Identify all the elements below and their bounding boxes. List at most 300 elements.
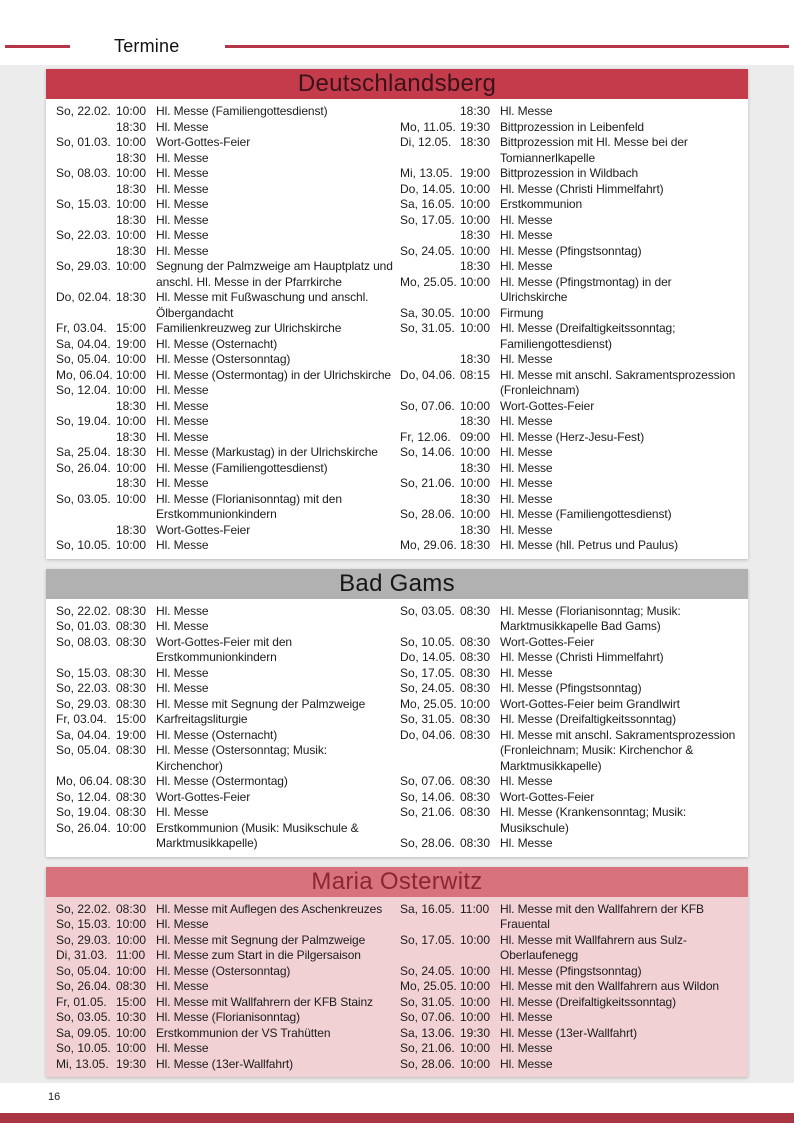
time-cell: 18:30	[116, 212, 147, 227]
time-cell: 10:30	[116, 1010, 147, 1024]
schedule-row	[400, 836, 738, 852]
date-cell: So, 14.06.	[400, 789, 455, 804]
time-cell: 18:30	[460, 259, 491, 273]
date-cell: So, 26.04.	[56, 979, 111, 993]
time-cell: 10:00	[460, 1010, 491, 1024]
event-cell: Hl. Messe	[156, 805, 209, 819]
schedule-row	[56, 1026, 394, 1042]
schedule-row	[56, 151, 394, 167]
event-cell: Hl. Messe (Krankensonntag; Musik: Musikschule)	[500, 805, 687, 835]
event-cell: Hl. Messe (hll. Petrus und Paulus)	[500, 538, 679, 552]
event-cell: Erstkommunion	[500, 197, 583, 211]
event-cell: Hl. Messe	[500, 836, 553, 850]
date-cell: Mi, 13.05.	[400, 166, 453, 180]
time-cell: 10:00	[116, 352, 147, 366]
time-cell: 08:30	[460, 805, 491, 819]
event-cell: Hl. Messe	[156, 150, 209, 165]
time-cell: 18:30	[116, 181, 147, 196]
schedule-row	[56, 461, 394, 477]
schedule-row	[400, 476, 738, 492]
event-cell: Hl. Messe mit Segnung der Palmzweige	[156, 932, 366, 947]
schedule-row	[56, 979, 394, 995]
time-cell: 10:00	[116, 383, 147, 397]
schedule-row	[56, 728, 394, 744]
schedule-row	[400, 805, 738, 836]
event-cell: Hl. Messe	[156, 119, 209, 134]
date-cell: Mo, 25.05.	[400, 696, 457, 711]
time-cell: 18:30	[460, 460, 491, 475]
event-cell: Bittprozession in Leibenfeld	[500, 119, 644, 134]
section-header-bad-gams: Bad Gams	[46, 569, 748, 599]
schedule-row	[56, 1041, 394, 1057]
time-cell: 10:00	[460, 445, 491, 459]
schedule-row	[56, 414, 394, 430]
schedule-row	[56, 964, 394, 980]
schedule-row	[56, 917, 394, 933]
time-cell: 18:30	[116, 290, 147, 304]
time-cell: 08:30	[116, 665, 147, 680]
date-cell: So, 15.03.	[56, 917, 111, 931]
event-cell: Hl. Messe	[500, 491, 553, 506]
time-cell: 08:30	[116, 696, 147, 711]
schedule-row	[56, 213, 394, 229]
event-cell: Firmung	[500, 305, 544, 320]
schedule-row	[56, 523, 394, 539]
date-cell: Fr, 12.06.	[400, 429, 451, 444]
bottom-bar	[0, 1113, 794, 1123]
date-cell: So, 15.03.	[56, 665, 111, 680]
event-cell: Hl. Messe	[156, 383, 209, 397]
date-cell: Mo, 06.04.	[56, 367, 113, 382]
time-cell: 08:30	[460, 665, 491, 680]
schedule-row	[56, 995, 394, 1011]
header-rule-left	[5, 45, 70, 48]
schedule-row	[56, 228, 394, 244]
date-cell: So, 31.05.	[400, 712, 455, 726]
schedule-row	[400, 166, 738, 182]
date-cell: Sa, 13.06.	[400, 1025, 455, 1040]
schedule-row	[56, 383, 394, 399]
time-cell: 10:00	[460, 212, 491, 227]
event-cell: Hl. Messe	[500, 352, 553, 366]
event-cell: Hl. Messe (Pfingstsonntag)	[500, 963, 642, 978]
section-maria-osterwitz	[46, 867, 748, 1078]
time-cell: 10:00	[460, 398, 491, 413]
schedule-row	[56, 476, 394, 492]
date-cell: Fr, 03.04.	[56, 321, 107, 335]
date-cell: Sa, 25.04.	[56, 445, 111, 459]
schedule-row	[400, 120, 738, 136]
event-cell: Hl. Messe	[156, 398, 209, 413]
date-cell: So, 26.04.	[56, 460, 111, 475]
date-cell: So, 14.06.	[400, 445, 455, 459]
date-cell: Mi, 13.05.	[56, 1056, 109, 1071]
schedule-row	[56, 697, 394, 713]
time-cell: 08:30	[460, 789, 491, 804]
date-cell: So, 31.05.	[400, 994, 455, 1009]
event-cell: Bittprozession in Wildbach	[500, 166, 639, 180]
event-cell: Erstkommunion der VS Trahütten	[156, 1025, 331, 1040]
schedule-column-1	[56, 104, 394, 554]
time-cell: 11:00	[460, 901, 490, 916]
date-cell: Mo, 11.05.	[400, 119, 456, 134]
schedule-row	[56, 182, 394, 198]
time-cell: 11:00	[116, 948, 146, 962]
event-cell: Hl. Messe mit Auflegen des Aschenkreuzes	[156, 901, 383, 916]
event-cell: Hl. Messe (13er-Wallfahrt)	[156, 1056, 293, 1071]
schedule-row	[56, 321, 394, 337]
time-cell: 15:00	[116, 994, 147, 1009]
time-cell: 19:00	[116, 727, 147, 742]
date-cell: So, 21.06.	[400, 805, 455, 819]
schedule-row	[400, 492, 738, 508]
date-cell: So, 07.06.	[400, 1010, 455, 1024]
event-cell: Hl. Messe (Pfingstsonntag)	[500, 681, 642, 695]
schedule-row	[400, 228, 738, 244]
schedule-row	[400, 414, 738, 430]
event-cell: Hl. Messe	[500, 1041, 553, 1055]
page-footer	[0, 1083, 794, 1103]
time-cell: 08:30	[460, 712, 491, 726]
time-cell: 19:00	[116, 336, 147, 351]
time-cell: 10:00	[116, 1025, 147, 1040]
date-cell: So, 12.04.	[56, 383, 111, 397]
schedule-row	[56, 445, 394, 461]
date-cell: So, 03.05.	[56, 491, 111, 506]
time-cell: 15:00	[116, 712, 147, 726]
event-cell: Hl. Messe	[500, 665, 553, 680]
schedule-row	[400, 995, 738, 1011]
time-cell: 08:30	[116, 789, 147, 804]
schedule-row	[56, 948, 394, 964]
schedule-column-1	[56, 604, 394, 852]
event-cell: Hl. Messe (Osternacht)	[156, 336, 278, 351]
time-cell: 08:30	[116, 603, 147, 618]
time-cell: 18:30	[116, 119, 147, 134]
section-header-maria-osterwitz: Maria Osterwitz	[46, 867, 748, 897]
schedule-row	[400, 197, 738, 213]
date-cell: So, 03.05.	[56, 1010, 111, 1024]
date-cell: So, 17.05.	[400, 212, 455, 227]
date-cell: So, 31.05.	[400, 321, 455, 335]
date-cell: So, 10.05.	[56, 1041, 111, 1055]
section-body	[46, 99, 748, 559]
event-cell: Hl. Messe	[500, 228, 553, 242]
time-cell: 10:00	[460, 181, 491, 196]
time-cell: 08:30	[116, 681, 147, 695]
event-cell: Wort-Gottes-Feier	[156, 789, 251, 804]
event-cell: Hl. Messe mit Segnung der Palmzweige	[156, 696, 366, 711]
time-cell: 18:30	[460, 104, 491, 118]
time-cell: 10:00	[460, 507, 491, 521]
event-cell: Hl. Messe	[500, 522, 553, 537]
date-cell: Sa, 09.05.	[56, 1025, 111, 1040]
time-cell: 10:00	[460, 243, 491, 258]
schedule-row	[400, 1041, 738, 1057]
event-cell: Wort-Gottes-Feier	[500, 789, 595, 804]
time-cell: 18:30	[116, 398, 147, 413]
date-cell: Do, 04.06.	[400, 727, 456, 742]
date-cell: So, 26.04.	[56, 820, 111, 835]
schedule-row	[56, 104, 394, 120]
time-cell: 18:30	[116, 150, 147, 165]
schedule-row	[56, 619, 394, 635]
time-cell: 10:00	[460, 1041, 491, 1055]
date-cell: So, 17.05.	[400, 932, 455, 947]
time-cell: 08:30	[460, 836, 491, 850]
date-cell: So, 08.03.	[56, 634, 111, 649]
time-cell: 18:30	[116, 243, 147, 258]
event-cell: Hl. Messe (Dreifaltigkeitssonntag)	[500, 712, 676, 726]
date-cell: Di, 31.03.	[56, 948, 108, 962]
time-cell: 10:00	[116, 197, 147, 211]
time-cell: 10:00	[116, 963, 147, 978]
event-cell: Hl. Messe	[156, 538, 209, 552]
date-cell: So, 21.06.	[400, 1041, 455, 1055]
schedule-column-1	[56, 902, 394, 1073]
time-cell: 18:30	[460, 522, 491, 537]
event-cell: Hl. Messe mit den Wallfahrern aus Wildon	[500, 979, 719, 993]
schedule-row	[56, 1057, 394, 1073]
schedule-row	[400, 790, 738, 806]
time-cell: 10:00	[116, 367, 147, 382]
event-cell: Hl. Messe	[500, 259, 553, 273]
event-cell: Hl. Messe (Pfingstmontag) in der Ulrichskirche	[500, 274, 672, 304]
schedule-row	[400, 461, 738, 477]
date-cell: So, 22.02.	[56, 104, 111, 118]
schedule-column-2	[400, 104, 738, 554]
date-cell: So, 01.03.	[56, 619, 111, 633]
date-cell: So, 22.03.	[56, 228, 111, 242]
event-cell: Hl. Messe	[156, 665, 209, 680]
time-cell: 10:00	[460, 932, 491, 947]
event-cell: Hl. Messe (Christi Himmelfahrt)	[500, 650, 664, 664]
time-cell: 08:30	[460, 603, 491, 618]
time-cell: 08:30	[116, 743, 147, 757]
time-cell: 18:30	[116, 476, 147, 490]
event-cell: Hl. Messe	[156, 181, 209, 196]
schedule-row	[56, 538, 394, 554]
event-cell: Hl. Messe	[156, 414, 209, 428]
schedule-row	[400, 368, 738, 399]
time-cell: 08:30	[116, 634, 147, 649]
schedule-row	[400, 774, 738, 790]
date-cell: So, 17.05.	[400, 665, 455, 680]
time-cell: 08:30	[116, 979, 147, 993]
time-cell: 10:00	[116, 932, 147, 947]
event-cell: Hl. Messe mit Wallfahrern aus Sulz-Oberlaufenegg	[500, 932, 687, 962]
date-cell: Do, 02.04.	[56, 290, 112, 304]
event-cell: Hl. Messe	[156, 917, 209, 931]
time-cell: 10:00	[460, 979, 491, 993]
date-cell: Do, 14.05.	[400, 181, 456, 196]
time-cell: 08:30	[460, 774, 491, 788]
schedule-row	[400, 666, 738, 682]
event-cell: Hl. Messe (Florianisonntag)	[156, 1010, 301, 1024]
time-cell: 08:30	[116, 805, 147, 819]
event-cell: Hl. Messe	[500, 445, 553, 459]
schedule-row	[56, 120, 394, 136]
time-cell: 10:00	[116, 491, 147, 506]
schedule-row	[56, 933, 394, 949]
event-cell: Hl. Messe (13er-Wallfahrt)	[500, 1025, 637, 1040]
event-cell: Hl. Messe	[156, 197, 209, 211]
date-cell: So, 05.04.	[56, 352, 111, 366]
event-cell: Hl. Messe	[500, 1056, 553, 1071]
section-body	[46, 599, 748, 857]
schedule-row	[56, 259, 394, 290]
time-cell: 10:00	[116, 166, 147, 180]
schedule-row	[56, 492, 394, 523]
section-header-deutschlandsberg: Deutschlandsberg	[46, 69, 748, 99]
event-cell: Hl. Messe (Florianisonntag) mit den Erstkommunionkindern	[156, 491, 342, 521]
date-cell: Sa, 30.05.	[400, 305, 455, 320]
time-cell: 10:00	[116, 414, 147, 428]
event-cell: Hl. Messe	[500, 774, 553, 788]
event-cell: Hl. Messe (Ostermontag)	[156, 774, 288, 788]
page-header	[0, 0, 794, 62]
schedule-row	[56, 430, 394, 446]
page-number: 16	[48, 1091, 61, 1103]
schedule-row	[400, 430, 738, 446]
time-cell: 10:00	[460, 1056, 491, 1071]
event-cell: Hl. Messe	[156, 979, 209, 993]
date-cell: Mo, 06.04.	[56, 774, 113, 788]
event-cell: Hl. Messe	[500, 1010, 553, 1024]
event-cell: Hl. Messe (Familiengottesdienst)	[156, 460, 328, 475]
date-cell: So, 29.03.	[56, 696, 111, 711]
event-cell: Segnung der Palmzweige am Hauptplatz und anschl. Hl. Messe in der Pfarrkirche	[156, 259, 393, 289]
time-cell: 10:00	[460, 696, 491, 711]
date-cell: So, 29.03.	[56, 259, 111, 273]
event-cell: Hl. Messe	[156, 429, 209, 444]
schedule-row	[400, 933, 738, 964]
time-cell: 10:00	[460, 994, 491, 1009]
event-cell: Wort-Gottes-Feier	[156, 522, 251, 537]
event-cell: Hl. Messe	[156, 619, 209, 633]
event-cell: Wort-Gottes-Feier beim Grandlwirt	[500, 696, 680, 711]
event-cell: Hl. Messe (Ostersonntag)	[156, 963, 291, 978]
schedule-row	[56, 604, 394, 620]
time-cell: 08:30	[460, 634, 491, 649]
schedule-row	[56, 666, 394, 682]
page-title: Termine	[114, 35, 180, 56]
date-cell: So, 24.05.	[400, 681, 455, 695]
time-cell: 19:30	[460, 1025, 491, 1040]
schedule-row	[56, 244, 394, 260]
event-cell: Hl. Messe mit Wallfahrern der KFB Stainz	[156, 994, 373, 1009]
schedule-column-2	[400, 902, 738, 1073]
time-cell: 18:30	[460, 228, 491, 242]
event-cell: Hl. Messe (Familiengottesdienst)	[156, 104, 328, 118]
date-cell: So, 21.06.	[400, 476, 455, 490]
event-cell: Erstkommunion (Musik: Musikschule & Marktmusikkapelle)	[156, 820, 359, 850]
schedule-row	[400, 104, 738, 120]
event-cell: Hl. Messe (Ostersonntag)	[156, 352, 291, 366]
date-cell: So, 29.03.	[56, 932, 111, 947]
schedule-row	[400, 538, 738, 554]
date-cell: So, 10.05.	[56, 538, 111, 552]
date-cell: Mo, 29.06.	[400, 538, 457, 552]
time-cell: 18:30	[460, 414, 491, 428]
schedule-row	[56, 166, 394, 182]
time-cell: 10:00	[460, 963, 491, 978]
schedule-row	[400, 507, 738, 523]
schedule-row	[400, 902, 738, 933]
schedule-row	[56, 821, 394, 852]
schedule-row	[56, 197, 394, 213]
time-cell: 10:00	[116, 104, 147, 118]
schedule-row	[400, 697, 738, 713]
schedule-row	[56, 790, 394, 806]
event-cell: Hl. Messe	[500, 104, 553, 118]
schedule-row	[400, 1057, 738, 1073]
date-cell: Fr, 03.04.	[56, 712, 107, 726]
time-cell: 10:00	[460, 197, 491, 211]
time-cell: 18:30	[116, 522, 147, 537]
time-cell: 10:00	[460, 476, 491, 490]
schedule-row	[400, 135, 738, 166]
schedule-row	[400, 728, 738, 775]
event-cell: Hl. Messe (Florianisonntag; Musik: Marktmusikkapelle Bad Gams)	[500, 603, 681, 633]
schedule-row	[400, 259, 738, 275]
event-cell: Hl. Messe zum Start in die Pilgersaison	[156, 948, 361, 962]
event-cell: Hl. Messe	[156, 476, 209, 490]
time-cell: 10:00	[460, 274, 491, 289]
schedule-row	[400, 979, 738, 995]
schedule-row	[400, 1010, 738, 1026]
schedule-row	[400, 650, 738, 666]
event-cell: Hl. Messe mit anschl. Sakramentsprozession (Fronleichnam; Musik: Kirchenchor & Marktmusikkapelle)	[500, 727, 736, 773]
date-cell: So, 28.06.	[400, 836, 455, 850]
date-cell: So, 22.03.	[56, 681, 111, 695]
time-cell: 08:30	[460, 650, 491, 664]
event-cell: Hl. Messe	[156, 166, 209, 180]
time-cell: 08:30	[116, 901, 147, 916]
time-cell: 18:30	[116, 445, 147, 459]
date-cell: Sa, 16.05.	[400, 901, 455, 916]
time-cell: 18:30	[460, 352, 491, 366]
event-cell: Hl. Messe (Christi Himmelfahrt)	[500, 181, 664, 196]
date-cell: So, 19.04.	[56, 805, 111, 819]
event-cell: Hl. Messe (Markustag) in der Ulrichskirche	[156, 445, 378, 459]
date-cell: Mo, 25.05.	[400, 274, 457, 289]
time-cell: 18:30	[116, 429, 147, 444]
time-cell: 10:00	[116, 259, 147, 273]
date-cell: So, 28.06.	[400, 507, 455, 521]
event-cell: Hl. Messe (Osternacht)	[156, 727, 278, 742]
time-cell: 10:00	[116, 460, 147, 475]
schedule-column-2	[400, 604, 738, 852]
section-body	[46, 897, 748, 1078]
date-cell: So, 08.03.	[56, 166, 111, 180]
event-cell: Hl. Messe	[500, 212, 553, 227]
date-cell: So, 22.02.	[56, 901, 111, 916]
date-cell: So, 24.05.	[400, 963, 455, 978]
date-cell: Fr, 01.05.	[56, 994, 107, 1009]
time-cell: 18:30	[460, 491, 491, 506]
date-cell: So, 10.05.	[400, 634, 455, 649]
schedule-row	[400, 604, 738, 635]
event-cell: Hl. Messe	[156, 1041, 209, 1055]
time-cell: 10:00	[116, 1041, 147, 1055]
date-cell: So, 19.04.	[56, 414, 111, 428]
event-cell: Hl. Messe (Ostersonntag; Musik: Kirchenchor)	[156, 743, 327, 773]
schedule-row	[56, 135, 394, 151]
time-cell: 19:30	[116, 1056, 147, 1071]
time-cell: 10:00	[116, 135, 147, 149]
time-cell: 10:00	[116, 228, 147, 242]
